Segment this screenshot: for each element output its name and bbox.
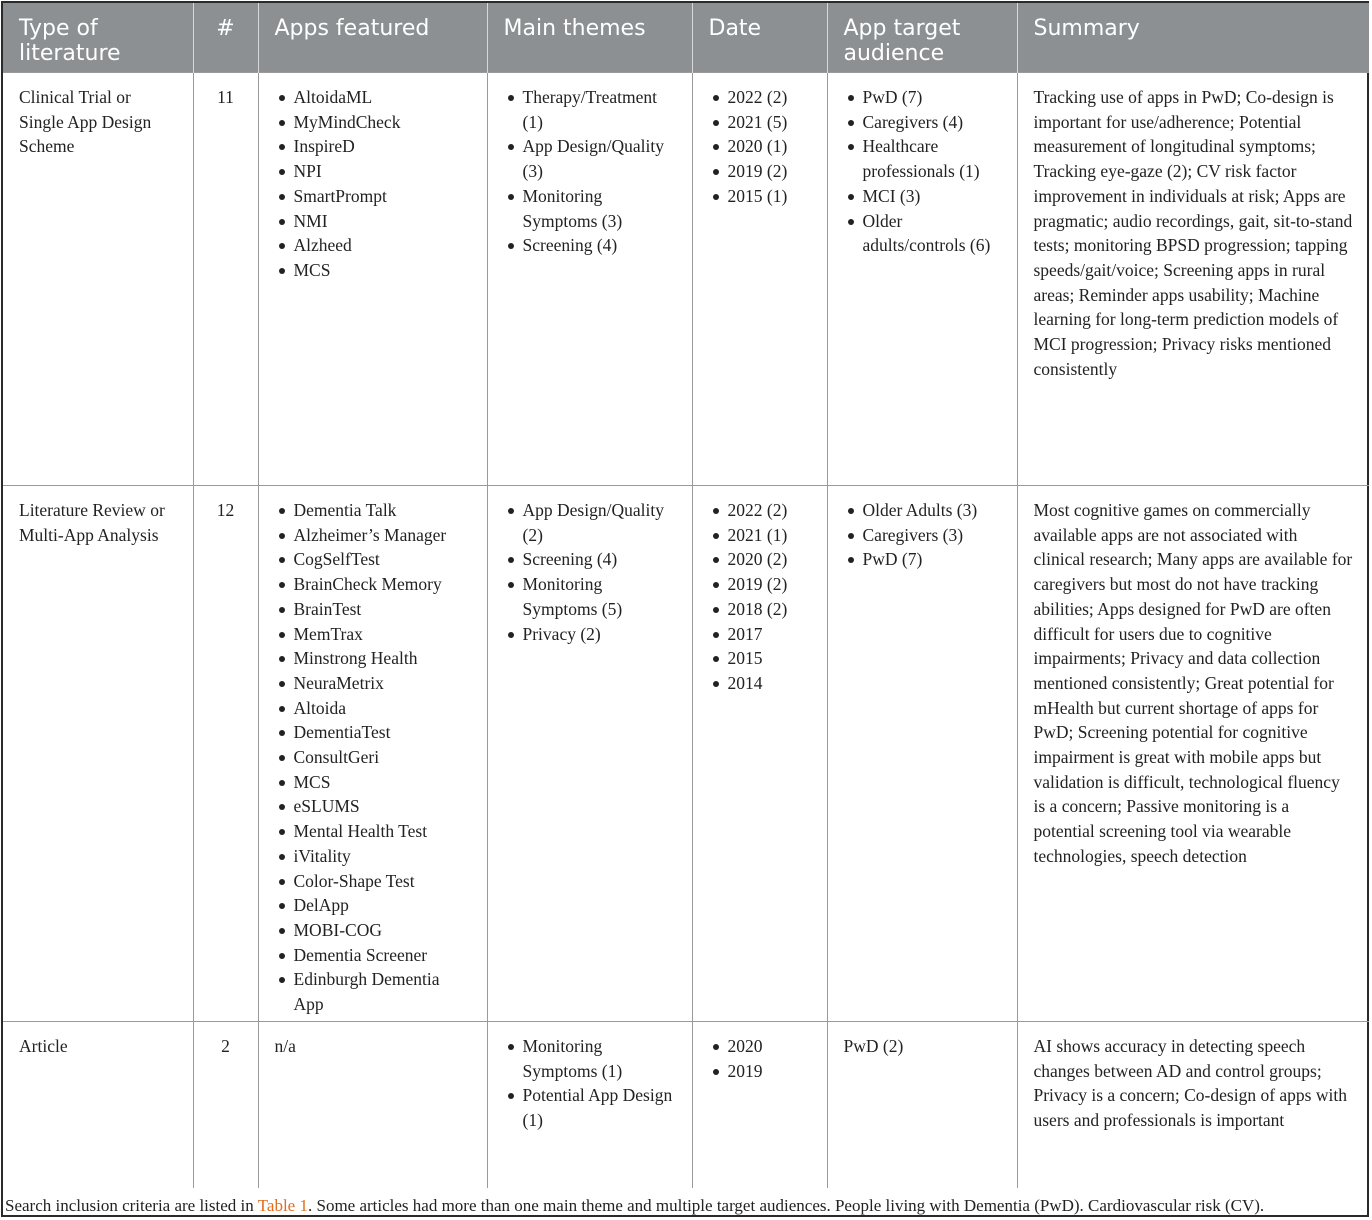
list-item: MemTrax — [275, 622, 471, 647]
list-item: Alzheed — [275, 233, 471, 258]
list-item: BrainTest — [275, 597, 471, 622]
list-item: SmartPrompt — [275, 184, 471, 209]
cell-type: Literature Review or Multi-App Analysis — [3, 486, 193, 1022]
list-item: 2018 (2) — [709, 597, 811, 622]
list-item: Edinburgh Dementia App — [275, 967, 471, 1016]
list-item: Privacy (2) — [504, 622, 676, 647]
list-item: Color-Shape Test — [275, 869, 471, 894]
list-item: NeuraMetrix — [275, 671, 471, 696]
footnote-text-before: Search inclusion criteria are listed in — [5, 1196, 258, 1215]
list-item: Mental Health Test — [275, 819, 471, 844]
table-1-link[interactable]: Table 1 — [257, 1196, 308, 1215]
list-item: Older adults/controls (6) — [844, 209, 1001, 258]
list-item: MOBI-COG — [275, 918, 471, 943]
dates-list — [709, 85, 811, 209]
list-item: App Design/Quality (2) — [504, 498, 676, 547]
apps-list — [275, 85, 471, 283]
table-footnote — [5, 1195, 1367, 1217]
list-item: 2021 (5) — [709, 110, 811, 135]
cell-audience — [827, 486, 1017, 1022]
themes-list — [504, 1034, 676, 1133]
list-item: Monitoring Symptoms (5) — [504, 572, 676, 621]
dates-list — [709, 1034, 811, 1083]
cell-count: 11 — [193, 73, 258, 486]
cell-type: Article — [3, 1022, 193, 1188]
audience-list — [844, 498, 1001, 572]
cell-apps: n/a — [258, 1022, 487, 1188]
cell-count: 12 — [193, 486, 258, 1022]
audience-list — [844, 85, 1001, 258]
list-item: eSLUMS — [275, 794, 471, 819]
header-audience: App target audience — [827, 3, 1017, 73]
list-item: DelApp — [275, 893, 471, 918]
cell-audience: PwD (2) — [827, 1022, 1017, 1188]
literature-table — [3, 3, 1369, 1188]
list-item: Dementia Screener — [275, 943, 471, 968]
header-themes: Main themes — [487, 3, 692, 73]
list-item: InspireD — [275, 134, 471, 159]
list-item: 2022 (2) — [709, 85, 811, 110]
list-item: 2019 (2) — [709, 572, 811, 597]
cell-summary: Tracking use of apps in PwD; Co-design is important for use/adherence; Potential measurement of longitudinal symptoms; Tracking eye-gaze (2); CV risk factor improvement in individuals at risk; Apps are pragmatic; audio recordings, gait, sit-to-stand tests; monitoring BPSD progression; tapping speeds/gait/voice; Screening apps in rural areas; Reminder apps usability; Machine learning for long-term prediction models of MCI progression; Privacy risks mentioned consistently — [1017, 73, 1369, 486]
cell-themes — [487, 73, 692, 486]
list-item: 2015 (1) — [709, 184, 811, 209]
cell-themes — [487, 486, 692, 1022]
header-count: # — [193, 3, 258, 73]
header-row — [3, 3, 1369, 73]
list-item: 2021 (1) — [709, 523, 811, 548]
list-item: MCS — [275, 770, 471, 795]
list-item: App Design/Quality (3) — [504, 134, 676, 183]
list-item: 2019 — [709, 1059, 811, 1084]
list-item: DementiaTest — [275, 720, 471, 745]
list-item: Monitoring Symptoms (1) — [504, 1034, 676, 1083]
list-item: MCS — [275, 258, 471, 283]
list-item: 2015 — [709, 646, 811, 671]
cell-type: Clinical Trial or Single App Design Scheme — [3, 73, 193, 486]
cell-themes — [487, 1022, 692, 1188]
list-item: Screening (4) — [504, 547, 676, 572]
header-type: Type of literature — [3, 3, 193, 73]
dates-list — [709, 498, 811, 696]
footnote-text-after: . Some articles had more than one main theme and multiple target audiences. People living with Dementia (PwD). Cardiovascular risk (CV). — [307, 1196, 1265, 1215]
list-item: Dementia Talk — [275, 498, 471, 523]
apps-list — [275, 498, 471, 1017]
list-item: Altoida — [275, 696, 471, 721]
cell-dates — [692, 1022, 827, 1188]
list-item: AltoidaML — [275, 85, 471, 110]
list-item: Minstrong Health — [275, 646, 471, 671]
list-item: Alzheimer’s Manager — [275, 523, 471, 548]
list-item: MCI (3) — [844, 184, 1001, 209]
table-row — [3, 1022, 1369, 1188]
list-item: Screening (4) — [504, 233, 676, 258]
list-item: Caregivers (3) — [844, 523, 1001, 548]
table-row — [3, 73, 1369, 486]
list-item: NMI — [275, 209, 471, 234]
list-item: 2020 — [709, 1034, 811, 1059]
list-item: Older Adults (3) — [844, 498, 1001, 523]
list-item: 2014 — [709, 671, 811, 696]
cell-audience — [827, 73, 1017, 486]
cell-summary: Most cognitive games on commercially available apps are not associated with clinical research; Many apps are available for caregivers but most do not have tracking abilities; Apps designed for PwD are often difficult for users due to cognitive impairments; Privacy and data collection mentioned consistently; Great potential for mHealth but current shortage of apps for PwD; Screening potential for cognitive impairment is great with mobile apps but validation is difficult, technological fluency is a concern; Passive monitoring is a potential screening tool via wearable technologies, speech detection — [1017, 486, 1369, 1022]
list-item: Caregivers (4) — [844, 110, 1001, 135]
header-summary: Summary — [1017, 3, 1369, 73]
header-apps: Apps featured — [258, 3, 487, 73]
cell-dates — [692, 486, 827, 1022]
table-row — [3, 486, 1369, 1022]
cell-apps — [258, 486, 487, 1022]
list-item: BrainCheck Memory — [275, 572, 471, 597]
list-item: 2022 (2) — [709, 498, 811, 523]
header-date: Date — [692, 3, 827, 73]
cell-apps — [258, 73, 487, 486]
themes-list — [504, 85, 676, 258]
list-item: MyMindCheck — [275, 110, 471, 135]
list-item: 2020 (2) — [709, 547, 811, 572]
list-item: NPI — [275, 159, 471, 184]
cell-summary: AI shows accuracy in detecting speech changes between AD and control groups; Privacy is a concern; Co-design of apps with users and professionals is important — [1017, 1022, 1369, 1188]
list-item: iVitality — [275, 844, 471, 869]
themes-list — [504, 498, 676, 646]
list-item: 2019 (2) — [709, 159, 811, 184]
list-item: 2017 — [709, 622, 811, 647]
list-item: PwD (7) — [844, 547, 1001, 572]
list-item: PwD (7) — [844, 85, 1001, 110]
cell-dates — [692, 73, 827, 486]
list-item: Monitoring Symptoms (3) — [504, 184, 676, 233]
list-item: Therapy/Treatment (1) — [504, 85, 676, 134]
list-item: Healthcare professionals (1) — [844, 134, 1001, 183]
list-item: CogSelfTest — [275, 547, 471, 572]
list-item: 2020 (1) — [709, 134, 811, 159]
list-item: ConsultGeri — [275, 745, 471, 770]
cell-count: 2 — [193, 1022, 258, 1188]
list-item: Potential App Design (1) — [504, 1083, 676, 1132]
